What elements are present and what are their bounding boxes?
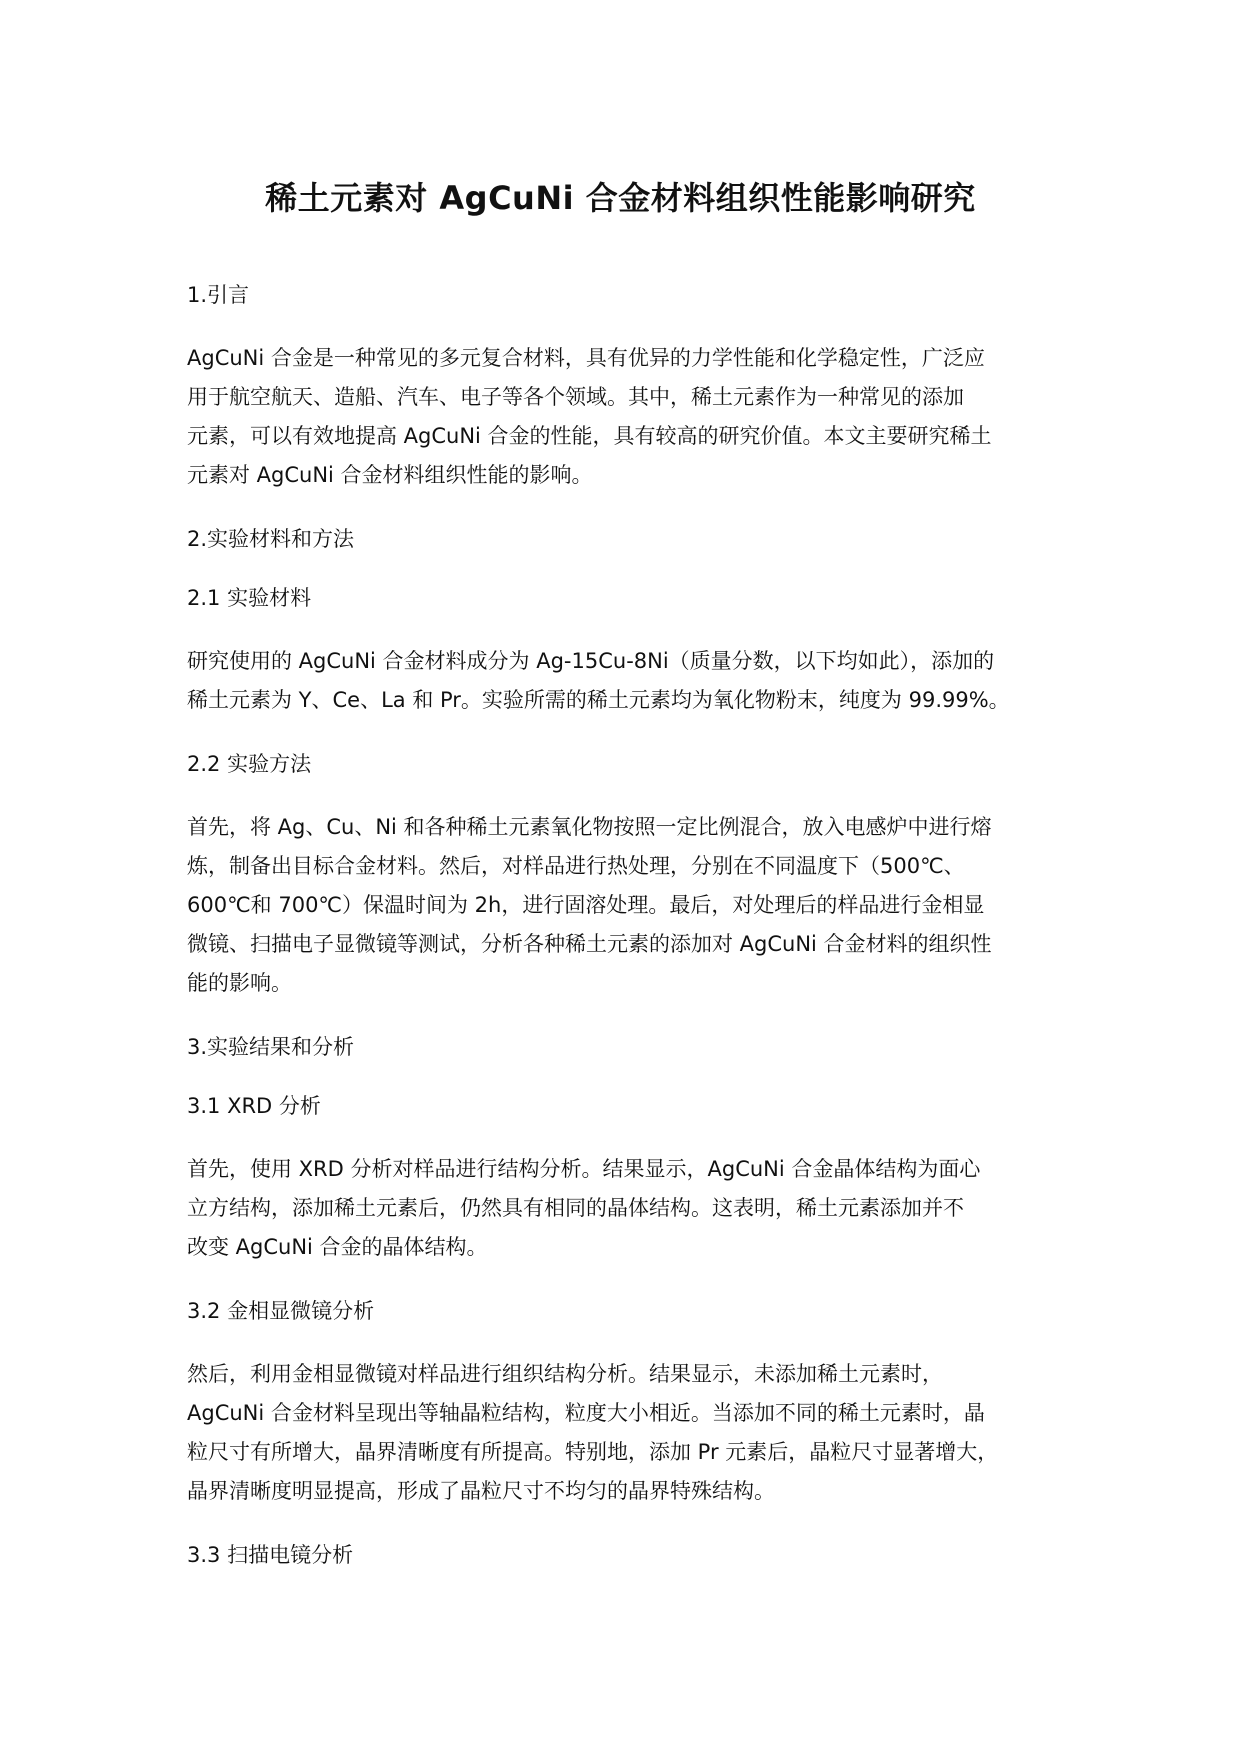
paragraph-line: 能的影响。 xyxy=(187,971,292,995)
heading-methods: 2.2 实验方法 xyxy=(187,752,312,776)
paragraph-line: 稀土元素为 Y、Ce、La 和 Pr。实验所需的稀土元素均为氧化物粉末，纯度为 99.99%。 xyxy=(187,688,1010,712)
paragraph-line: AgCuNi 合金材料呈现出等轴晶粒结构，粒度大小相近。当添加不同的稀土元素时，晶 xyxy=(187,1401,985,1425)
heading-metallography: 3.2 金相显微镜分析 xyxy=(187,1299,375,1323)
paragraph-line: 用于航空航天、造船、汽车、电子等各个领域。其中，稀土元素作为一种常见的添加 xyxy=(187,385,964,409)
para-xrd xyxy=(187,1150,1087,1267)
paragraph-line: 晶界清晰度明显提高，形成了晶粒尺寸不均匀的晶界特殊结构。 xyxy=(187,1479,775,1503)
heading-sem: 3.3 扫描电镜分析 xyxy=(187,1543,354,1567)
paragraph-line: 元素，可以有效地提高 AgCuNi 合金的性能，具有较高的研究价值。本文主要研究稀土 xyxy=(187,424,992,448)
paragraph-line: 600℃和 700℃）保温时间为 2h，进行固溶处理。最后，对处理后的样品进行金相显 xyxy=(187,893,985,917)
para-materials xyxy=(187,642,1087,720)
para-methods xyxy=(187,808,1087,1003)
paragraph-line: 首先，使用 XRD 分析对样品进行结构分析。结果显示，AgCuNi 合金晶体结构为面心 xyxy=(187,1157,981,1181)
paragraph-line: 研究使用的 AgCuNi 合金材料成分为 Ag-15Cu-8Ni（质量分数，以下均如此），添加的 xyxy=(187,649,995,673)
paragraph-line: 元素对 AgCuNi 合金材料组织性能的影响。 xyxy=(187,463,593,487)
paragraph-line: 粒尺寸有所增大，晶界清晰度有所提高。特别地，添加 Pr 元素后，晶粒尺寸显著增大， xyxy=(187,1440,999,1464)
paragraph-line: 炼，制备出目标合金材料。然后，对样品进行热处理，分别在不同温度下（500℃、 xyxy=(187,854,965,878)
para-metallography xyxy=(187,1355,1087,1511)
paragraph-line: 首先，将 Ag、Cu、Ni 和各种稀土元素氧化物按照一定比例混合，放入电感炉中进行熔 xyxy=(187,815,992,839)
heading-materials-methods: 2.实验材料和方法 xyxy=(187,527,355,551)
paragraph-line: 然后，利用金相显微镜对样品进行组织结构分析。结果显示，未添加稀土元素时， xyxy=(187,1362,943,1386)
paragraph-line: AgCuNi 合金是一种常见的多元复合材料，具有优异的力学性能和化学稳定性，广泛应 xyxy=(187,346,985,370)
heading-xrd: 3.1 XRD 分析 xyxy=(187,1094,321,1118)
heading-materials: 2.1 实验材料 xyxy=(187,586,312,610)
paragraph-line: 改变 AgCuNi 合金的晶体结构。 xyxy=(187,1235,488,1259)
heading-results: 3.实验结果和分析 xyxy=(187,1035,355,1059)
document-body xyxy=(187,280,1087,1599)
heading-intro: 1.引言 xyxy=(187,283,250,307)
paragraph-line: 微镜、扫描电子显微镜等测试，分析各种稀土元素的添加对 AgCuNi 合金材料的组织性 xyxy=(187,932,992,956)
para-intro xyxy=(187,339,1087,495)
document-title: 稀土元素对 AgCuNi 合金材料组织性能影响研究 xyxy=(265,179,976,217)
paragraph-line: 立方结构，添加稀土元素后，仍然具有相同的晶体结构。这表明，稀土元素添加并不 xyxy=(187,1196,964,1220)
